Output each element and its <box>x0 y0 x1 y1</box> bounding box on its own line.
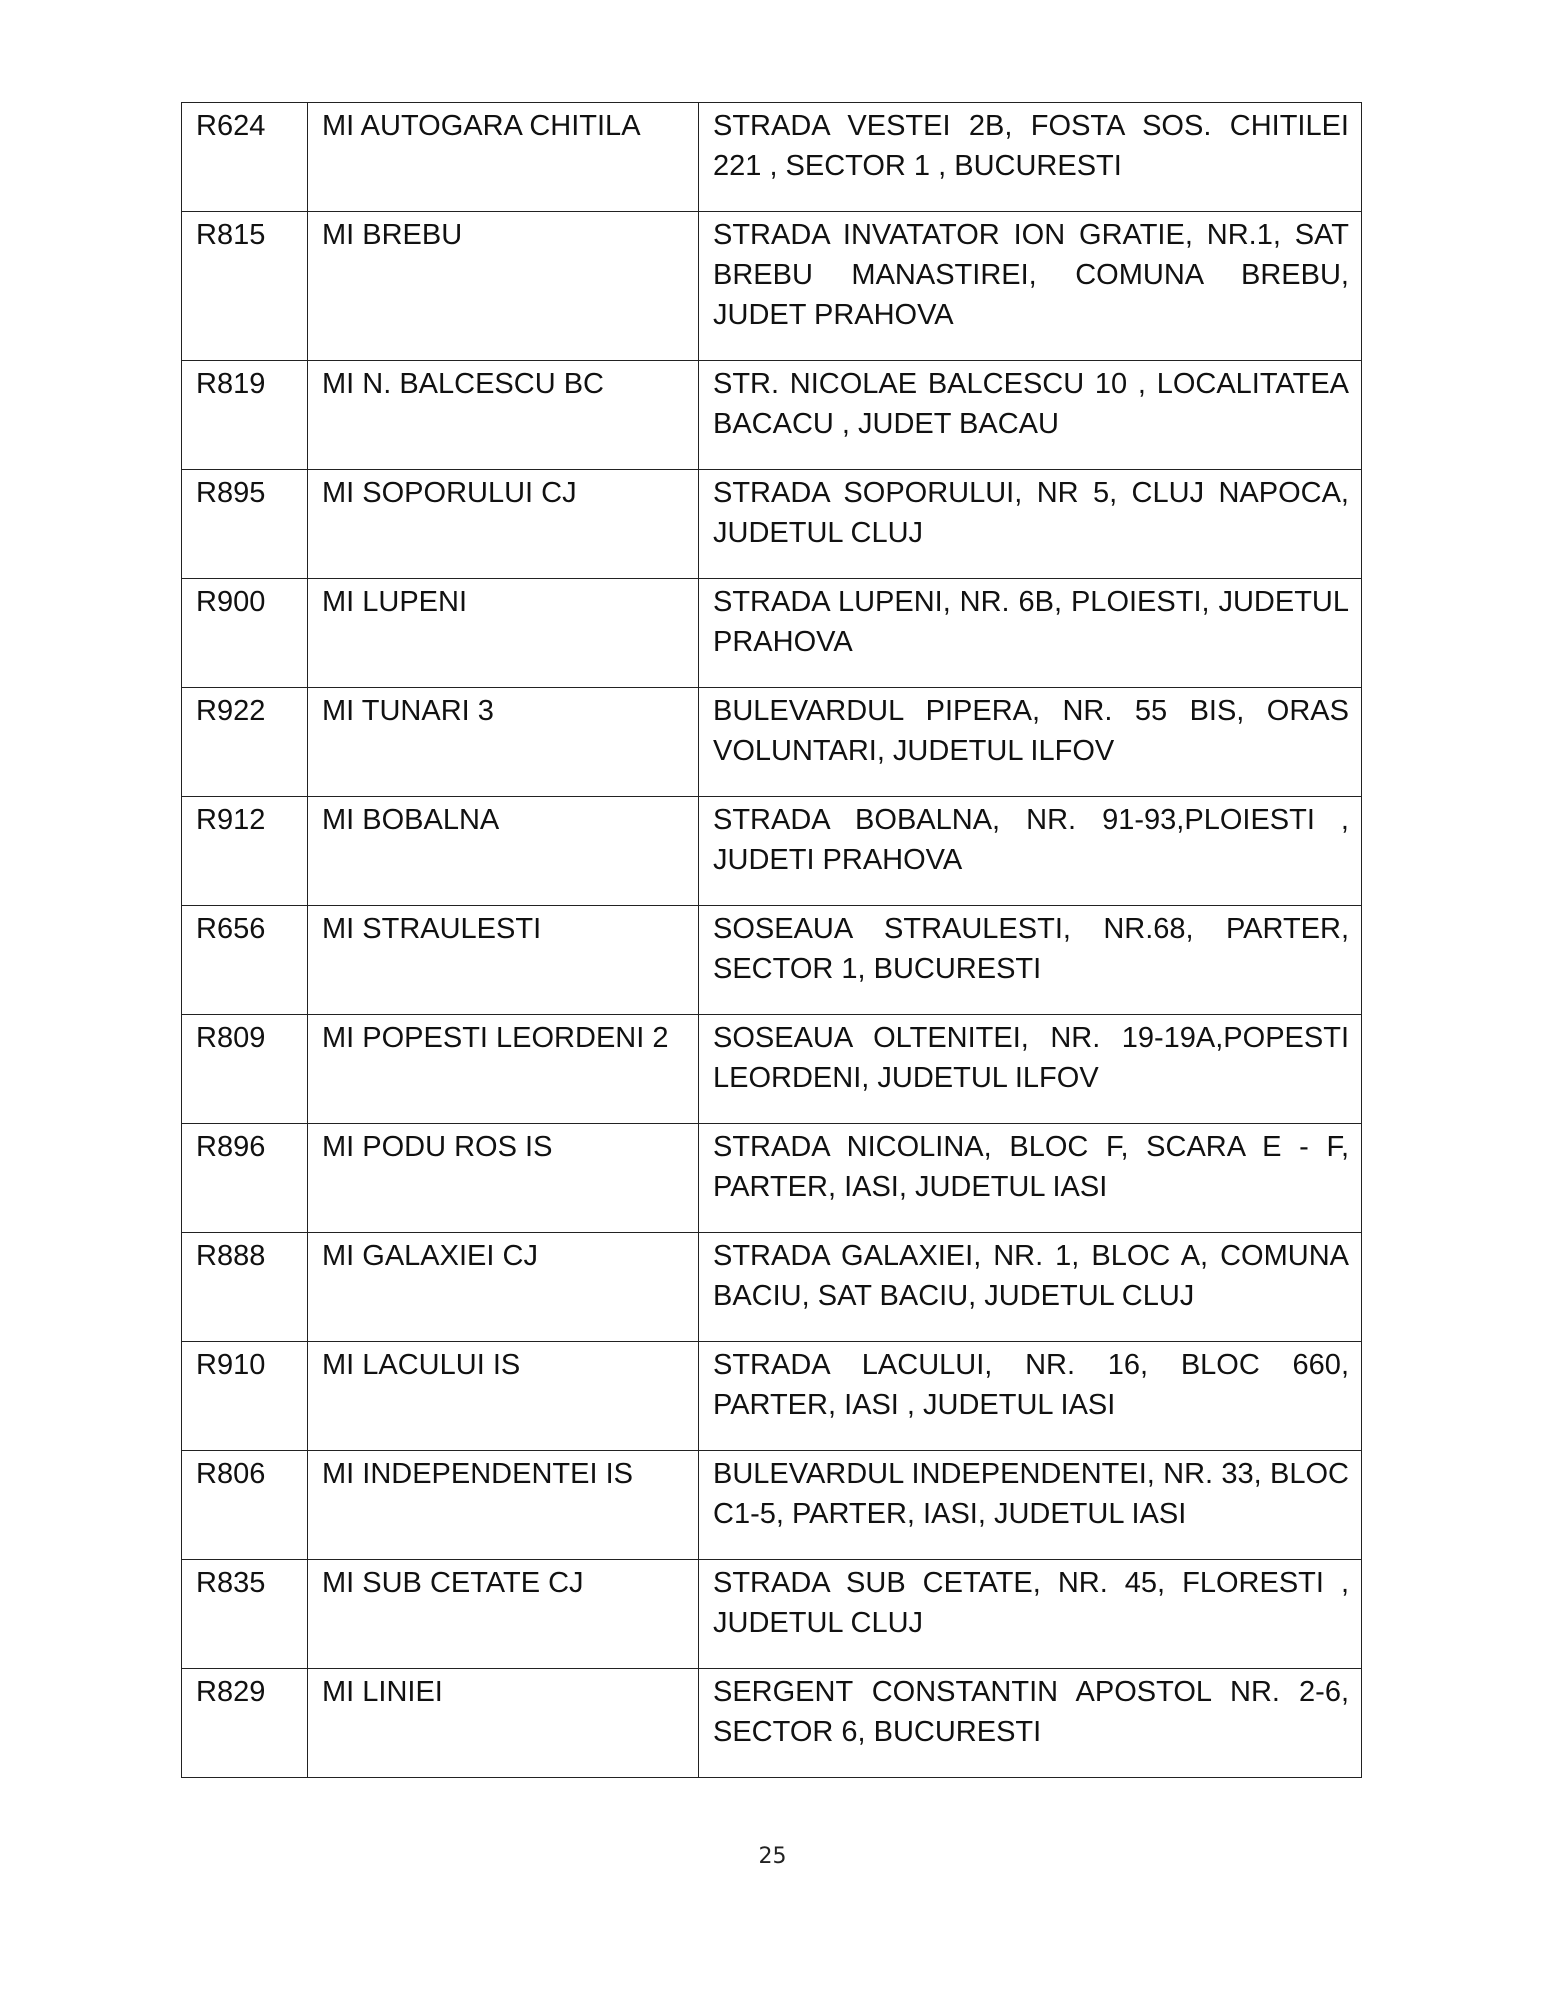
location-address: STRADA VESTEI 2B, FOSTA SOS. CHITILEI 221 , SECTOR 1 , BUCURESTI <box>699 103 1362 212</box>
table-row <box>182 1451 1362 1560</box>
location-address: BULEVARDUL INDEPENDENTEI, NR. 33, BLOC C1-5, PARTER, IASI, JUDETUL IASI <box>699 1451 1362 1560</box>
location-address: STRADA GALAXIEI, NR. 1, BLOC A, COMUNA BACIU, SAT BACIU, JUDETUL CLUJ <box>699 1233 1362 1342</box>
table-row <box>182 906 1362 1015</box>
location-name: MI INDEPENDENTEI IS <box>308 1451 699 1560</box>
table-row <box>182 361 1362 470</box>
location-code: R895 <box>182 470 308 579</box>
location-address: STRADA NICOLINA, BLOC F, SCARA E - F, PARTER, IASI, JUDETUL IASI <box>699 1124 1362 1233</box>
location-name: MI LACULUI IS <box>308 1342 699 1451</box>
location-address: SERGENT CONSTANTIN APOSTOL NR. 2-6, SECTOR 6, BUCURESTI <box>699 1669 1362 1778</box>
table-row <box>182 797 1362 906</box>
location-address: STRADA LUPENI, NR. 6B, PLOIESTI, JUDETUL PRAHOVA <box>699 579 1362 688</box>
location-code: R656 <box>182 906 308 1015</box>
location-name: MI BOBALNA <box>308 797 699 906</box>
location-name: MI BREBU <box>308 212 699 361</box>
location-name: MI GALAXIEI CJ <box>308 1233 699 1342</box>
location-code: R815 <box>182 212 308 361</box>
location-code: R819 <box>182 361 308 470</box>
location-name: MI N. BALCESCU BC <box>308 361 699 470</box>
location-name: MI STRAULESTI <box>308 906 699 1015</box>
location-code: R900 <box>182 579 308 688</box>
location-address: STRADA INVATATOR ION GRATIE, NR.1, SAT BREBU MANASTIREI, COMUNA BREBU, JUDET PRAHOVA <box>699 212 1362 361</box>
table-row <box>182 688 1362 797</box>
location-name: MI SOPORULUI CJ <box>308 470 699 579</box>
table-row <box>182 1124 1362 1233</box>
table-row <box>182 1342 1362 1451</box>
location-name: MI POPESTI LEORDENI 2 <box>308 1015 699 1124</box>
location-address: STRADA BOBALNA, NR. 91-93,PLOIESTI , JUDETI PRAHOVA <box>699 797 1362 906</box>
location-code: R888 <box>182 1233 308 1342</box>
table-row <box>182 212 1362 361</box>
location-address: BULEVARDUL PIPERA, NR. 55 BIS, ORAS VOLUNTARI, JUDETUL ILFOV <box>699 688 1362 797</box>
location-name: MI LINIEI <box>308 1669 699 1778</box>
location-name: MI AUTOGARA CHITILA <box>308 103 699 212</box>
location-code: R896 <box>182 1124 308 1233</box>
location-name: MI LUPENI <box>308 579 699 688</box>
location-name: MI TUNARI 3 <box>308 688 699 797</box>
location-name: MI SUB CETATE CJ <box>308 1560 699 1669</box>
location-address: SOSEAUA OLTENITEI, NR. 19-19A,POPESTI LEORDENI, JUDETUL ILFOV <box>699 1015 1362 1124</box>
location-code: R624 <box>182 103 308 212</box>
table-row <box>182 579 1362 688</box>
location-code: R910 <box>182 1342 308 1451</box>
location-address: STRADA SOPORULUI, NR 5, CLUJ NAPOCA, JUDETUL CLUJ <box>699 470 1362 579</box>
location-address: SOSEAUA STRAULESTI, NR.68, PARTER, SECTOR 1, BUCURESTI <box>699 906 1362 1015</box>
page-number: 25 <box>758 1844 787 1869</box>
location-code: R806 <box>182 1451 308 1560</box>
table-row <box>182 1233 1362 1342</box>
location-code: R912 <box>182 797 308 906</box>
location-code: R829 <box>182 1669 308 1778</box>
table-row <box>182 1015 1362 1124</box>
location-address: STR. NICOLAE BALCESCU 10 , LOCALITATEA BACACU , JUDET BACAU <box>699 361 1362 470</box>
location-code: R922 <box>182 688 308 797</box>
location-address: STRADA LACULUI, NR. 16, BLOC 660, PARTER, IASI , JUDETUL IASI <box>699 1342 1362 1451</box>
table-row <box>182 1560 1362 1669</box>
table-row <box>182 470 1362 579</box>
table-row <box>182 103 1362 212</box>
location-code: R809 <box>182 1015 308 1124</box>
location-name: MI PODU ROS IS <box>308 1124 699 1233</box>
table-row <box>182 1669 1362 1778</box>
location-code: R835 <box>182 1560 308 1669</box>
location-address: STRADA SUB CETATE, NR. 45, FLORESTI , JUDETUL CLUJ <box>699 1560 1362 1669</box>
locations-table <box>181 102 1362 1778</box>
